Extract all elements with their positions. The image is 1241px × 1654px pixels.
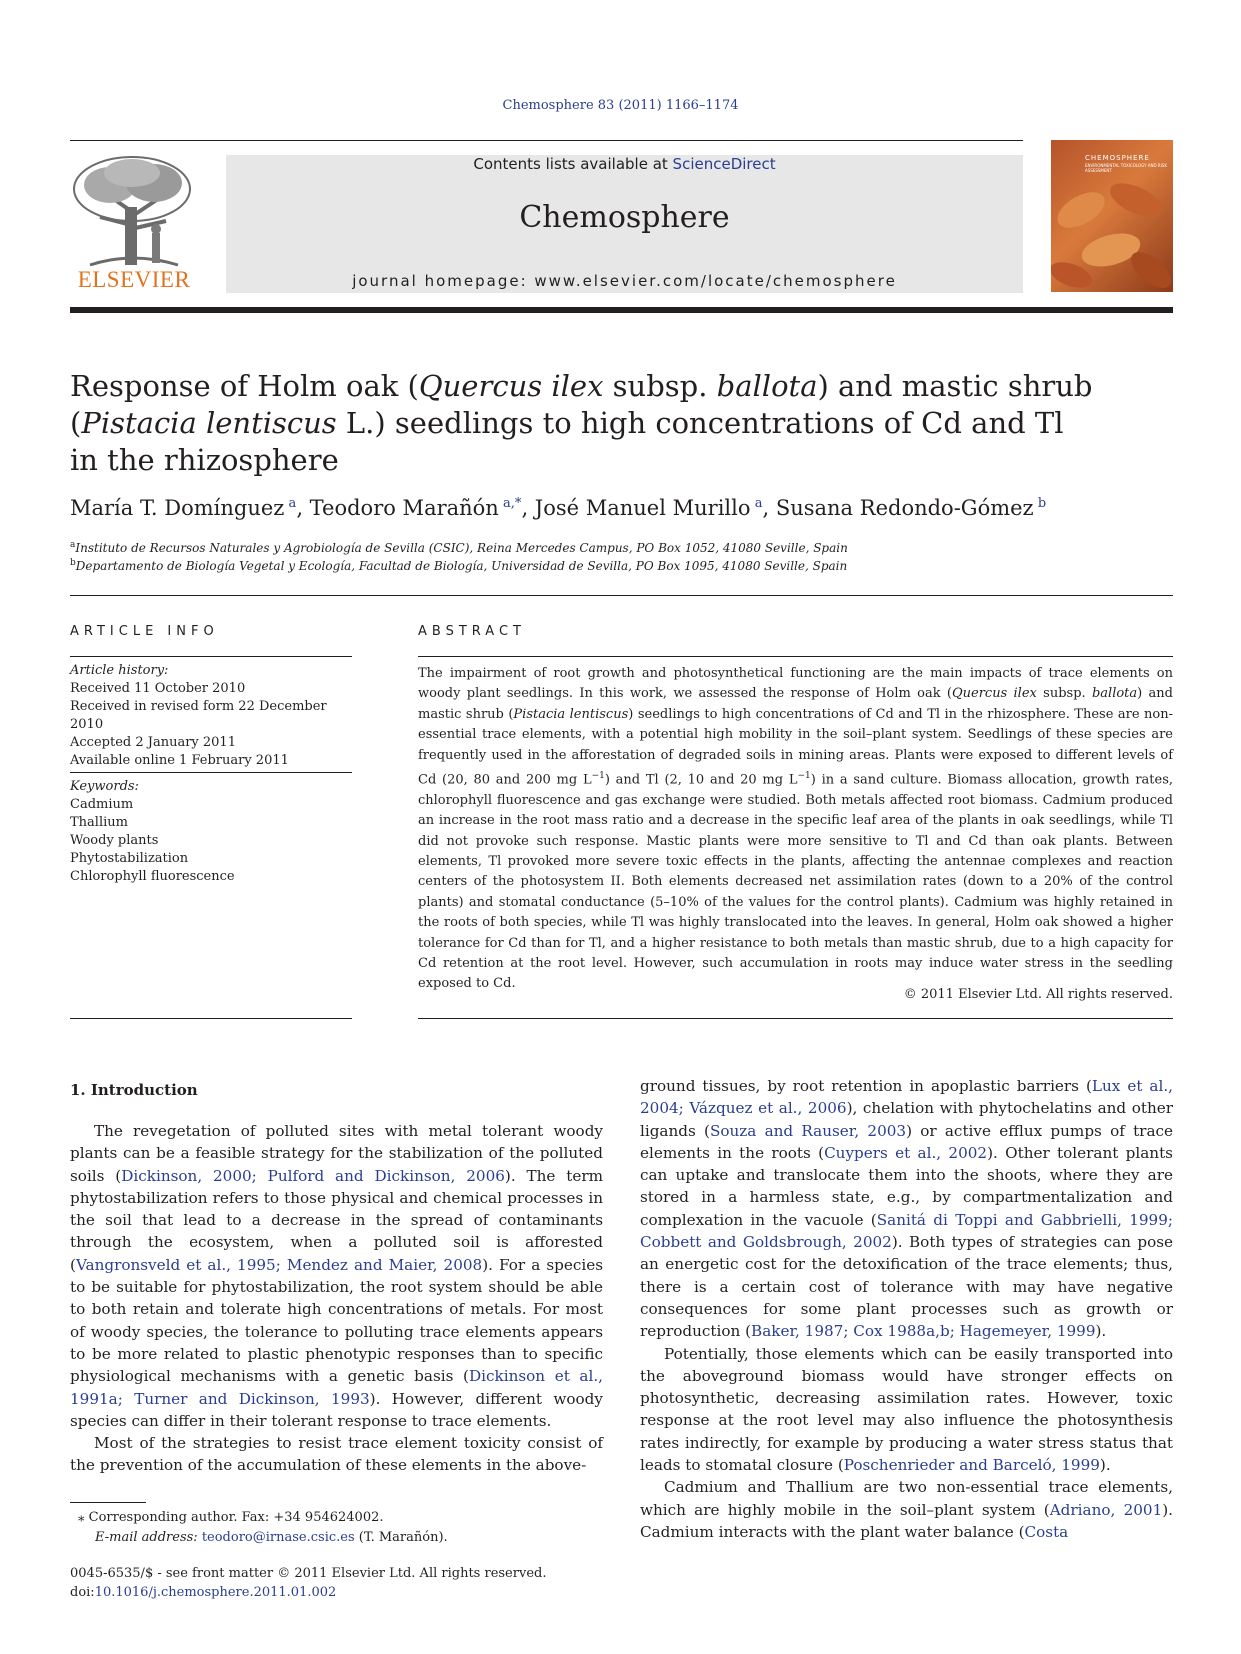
history-item: Available online 1 February 2011 [70, 753, 289, 768]
text-span: ). Other tolerant plants can uptake and translocate them into the shoots, where they are stored in a harmless state, e.g., by compartmentalization and complexation in the vacuole ( [640, 1143, 1173, 1229]
title-part: L.) seedlings to high concentrations of Cd and Tl [336, 406, 1064, 440]
cover-title: CHEMOSPHERE [1085, 154, 1150, 162]
body-column-left [70, 1120, 603, 1477]
abstract-span: The impairment of root growth and photosynthetical functioning are the main impacts of trace elements on woody plant seedlings. In this work, we assessed the response of Holm oak ( [418, 666, 1173, 702]
abstract-rule [418, 1018, 1173, 1019]
abstract-span: ) in a sand culture. Biomass allocation, growth rates, chlorophyll fluorescence and gas exchange were studied. Both metals affected root biomass. Cadmium produced an increase in the root mass ratio and a decrease in the specific leaf area of the plants in oak seedlings, while Tl did not provoke such response. Mastic plants were more sensitive to Tl and Cd than oak plants. Between elements, Tl provoked more severe toxic effects in the plants, affecting the antennae complexes and reaction centers of the photosystem II. Both elements decreased net assimilation rates (down to a 20% of the control plants) and stomatal conductance (5–10% of the values for the control plants). Cadmium was highly retained in the roots of both species, while Tl was highly translocated into the leaves. In general, Holm oak showed a higher tolerance for Cd than for Tl, and a higher resistance to both metals than mastic shrub, due to a high capacity for Cd retention at the root level. However, such accumulation in roots may induce water stress in the seedling exposed to Cd. [418, 772, 1174, 992]
text-span: ). Cadmium interacts with the plant water balance ( [640, 1500, 1174, 1541]
text-span: ). Both types of strategies can pose an energetic cost for the detoxification of the trace elements; thus, there is a certain cost of tolerance with may have negative consequences for some plant processes such as growth or reproduction ( [640, 1233, 1174, 1341]
title-species-name: Quercus ilex [418, 369, 604, 403]
author-list: María T. Domínguez $^a$, Teodoro Marañón $^{a,*}$, José Manuel Murillo $^a$, Susana Redondo-Gómez $^b$ [70, 496, 1047, 520]
history-label: Article history: [70, 663, 169, 678]
article-info-heading: ARTICLE INFO [70, 624, 219, 639]
body-column-right [640, 1075, 1173, 1543]
citation-link[interactable]: Dickinson, 2000; Pulford and Dickinson, 2006 [121, 1166, 505, 1185]
history-item: Received in revised form 22 December 2010 [70, 699, 327, 732]
title-subspecies-name: ballota [716, 369, 818, 403]
citation-link[interactable]: Adriano, 2001 [1049, 1500, 1163, 1519]
paragraph [640, 1075, 1173, 1343]
abstract-span: ) and mastic shrub ( [418, 686, 1173, 722]
affiliation [70, 558, 1173, 573]
section-heading: 1. Introduction [70, 1081, 198, 1099]
abstract-text [418, 664, 1173, 995]
info-rule [70, 1018, 352, 1019]
abstract-span: subsp. [1036, 686, 1092, 702]
citation-link[interactable]: Dickinson et al., 1991a; Turner and Dickinson, 1993 [70, 1367, 604, 1408]
text-span: ), chelation with phytochelatins and other ligands ( [640, 1099, 1173, 1140]
contents-prefix: Contents lists available at [473, 155, 673, 173]
citation-link[interactable]: Poschenrieder and Barceló, 1999 [843, 1456, 1100, 1475]
info-rule [70, 772, 352, 773]
title-part: ( [70, 406, 82, 440]
keywords-label: Keywords: [70, 779, 139, 794]
affiliation-marker: b [70, 558, 76, 568]
affiliation-marker: a [70, 540, 76, 550]
elsevier-logo [70, 155, 198, 295]
abstract-species: Pistacia lentiscus [513, 706, 629, 722]
text-span: ). However, different woody species can differ in their tolerant response to trace elements. [70, 1389, 603, 1430]
text-span: ) or active efflux pumps of trace elements in the roots ( [640, 1121, 1173, 1162]
unit-exponent: −1 [591, 771, 605, 782]
title-rule [70, 595, 1173, 596]
footnote-text: Corresponding author. Fax: +34 954624002. [84, 1510, 384, 1525]
title-part: subsp. [603, 369, 717, 403]
affiliation [70, 540, 1173, 555]
email-link[interactable]: teodoro@irnase.csic.es [201, 1530, 355, 1545]
author-name: Susana Redondo-Gómez [775, 496, 1034, 520]
abstract-species: ballota [1091, 686, 1138, 702]
history-item: Received 11 October 2010 [70, 681, 246, 696]
doi-line [70, 1585, 336, 1600]
sciencedirect-link[interactable]: ScienceDirect [672, 155, 776, 173]
keywords [70, 778, 352, 886]
footnote-marker: ⁎ [78, 1510, 85, 1525]
title-species-name: Pistacia lentiscus [81, 406, 337, 440]
citation-link[interactable]: Costa [1024, 1522, 1069, 1541]
unit-exponent: −1 [797, 771, 811, 782]
email-suffix: (T. Marañón). [354, 1530, 448, 1545]
footnote-rule [70, 1502, 146, 1503]
abstract-species: Quercus ilex [951, 686, 1037, 702]
journal-homepage[interactable]: journal homepage: www.elsevier.com/locate/chemosphere [352, 272, 897, 290]
author-name: María T. Domínguez [70, 496, 285, 520]
email-note [95, 1530, 448, 1545]
affiliation-text: Departamento de Biología Vegetal y Ecología, Facultad de Biología, Universidad de Sevilla, PO Box 1095, 41080 Seville, Spain [75, 559, 848, 573]
email-label: E-mail address: [95, 1530, 202, 1545]
text-span: ground tissues, by root retention in apoplastic barriers ( [640, 1077, 1092, 1095]
citation-link[interactable]: Souza and Rauser, 2003 [709, 1121, 907, 1140]
text-span: ). The term phytostabilization refers to those physical and chemical processes in the soil that lead to a decrease in the spread of contaminants through the ecosystem, when a polluted soil is afforested ( [70, 1166, 604, 1274]
author-name: Teodoro Marañón [309, 496, 499, 520]
journal-citation[interactable]: Chemosphere 83 (2011) 1166–1174 [502, 98, 739, 113]
title-part: in the rhizosphere [70, 443, 339, 477]
title-part: ) and mastic shrub [817, 369, 1093, 403]
journal-name: Chemosphere [519, 200, 730, 235]
citation-link[interactable]: Lux et al., 2004; Vázquez et al., 2006 [640, 1077, 1173, 1118]
abstract-span: ) seedlings to high concentrations of Cd and Tl in the rhizosphere. These are non-essential trace elements, with a potential high mobility in the soil–plant system. Seedlings of these species are frequently used in the afforestation of degraded soils in mining areas. Plants were exposed to different levels of Cd (20, 80 and 200 mg L [418, 706, 1174, 788]
author-affiliation-marker[interactable]: a,* [503, 496, 522, 511]
doi-link[interactable]: 10.1016/j.chemosphere.2011.01.002 [94, 1585, 337, 1600]
article-title [70, 368, 1120, 479]
header-thick-rule [70, 307, 1173, 313]
text-span: Cadmium and Thallium are two non-essential trace elements, which are highly mobile in the soil–plant system ( [640, 1478, 1173, 1519]
journal-cover-image [1051, 140, 1173, 292]
doi-label: doi: [70, 1585, 95, 1600]
author-affiliation-marker[interactable]: a [288, 496, 297, 511]
info-rule [70, 656, 352, 657]
title-part: Response of Holm oak ( [70, 369, 419, 403]
abstract-span: ) and Tl (2, 10 and 20 mg L [604, 772, 798, 788]
citation-link[interactable]: Baker, 1987; Cox 1988a,b; Hagemeyer, 1999 [751, 1322, 1096, 1341]
text-span: Most of the strategies to resist trace element toxicity consist of the prevention of the accumulation of these elements in the above- [70, 1434, 603, 1475]
citation-link[interactable]: Cuypers et al., 2002 [824, 1143, 988, 1162]
author-affiliation-marker[interactable]: a [754, 496, 763, 511]
history-item: Accepted 2 January 2011 [70, 735, 236, 750]
author-affiliation-marker[interactable]: b [1037, 496, 1047, 511]
article-history [70, 662, 352, 770]
cover-subtitle: ENVIRONMENTAL TOXICOLOGY AND RISK ASSESSMENT [1085, 163, 1167, 173]
author-name: José Manuel Murillo [534, 496, 751, 520]
keyword: Thallium [70, 815, 128, 830]
keyword: Woody plants [70, 833, 159, 848]
text-span: The revegetation of polluted sites with metal tolerant woody plants can be a feasible strategy for the stabilization of the polluted soils ( [70, 1122, 603, 1185]
abstract-heading: ABSTRACT [418, 624, 526, 639]
text-span: ). [1099, 1456, 1111, 1475]
text-span: ). [1095, 1322, 1107, 1341]
citation-link[interactable]: Sanitá di Toppi and Gabbrielli, 1999; Cobbett and Goldsbrough, 2002 [640, 1210, 1173, 1252]
keyword: Chlorophyll fluorescence [70, 869, 235, 884]
issn-line: 0045-6535/$ - see front matter © 2011 Elsevier Ltd. All rights reserved. [70, 1566, 547, 1581]
text-span: ). For a species to be suitable for phytostabilization, the root system should be able to both retain and tolerate high concentrations of metals. For most of woody species, the tolerance to polluting trace elements appears to be more related to plastic phenotypic responses than to specific physiological mechanisms with a genetic basis ( [70, 1255, 603, 1386]
text-span: Potentially, those elements which can be easily transported into the aboveground biomass would have stronger effects on photosynthetic, decreasing assimilation rates. However, toxic response at the root level may also influence the photosynthesis rates indirectly, for example by producing a water stress status that leads to stomatal closure ( [640, 1344, 1173, 1475]
paragraph [640, 1343, 1173, 1477]
paragraph [640, 1476, 1173, 1543]
citation-link[interactable]: Vangronsveld et al., 1995; Mendez and Maier, 2008 [75, 1255, 483, 1274]
abstract-rule [418, 656, 1173, 657]
elsevier-wordmark: ELSEVIER [77, 267, 191, 292]
header-rule [70, 140, 1023, 141]
corresponding-author-note [78, 1510, 384, 1525]
affiliation-text: Instituto de Recursos Naturales y Agrobiología de Sevilla (CSIC), Reina Mercedes Campus, PO Box 1052, 41080 Seville, Spain [75, 541, 848, 555]
contents-line [226, 155, 1023, 173]
paragraph [70, 1120, 603, 1432]
keyword: Phytostabilization [70, 851, 189, 866]
abstract-copyright: © 2011 Elsevier Ltd. All rights reserved. [903, 987, 1173, 1002]
keyword: Cadmium [70, 797, 134, 812]
paragraph [70, 1432, 603, 1477]
